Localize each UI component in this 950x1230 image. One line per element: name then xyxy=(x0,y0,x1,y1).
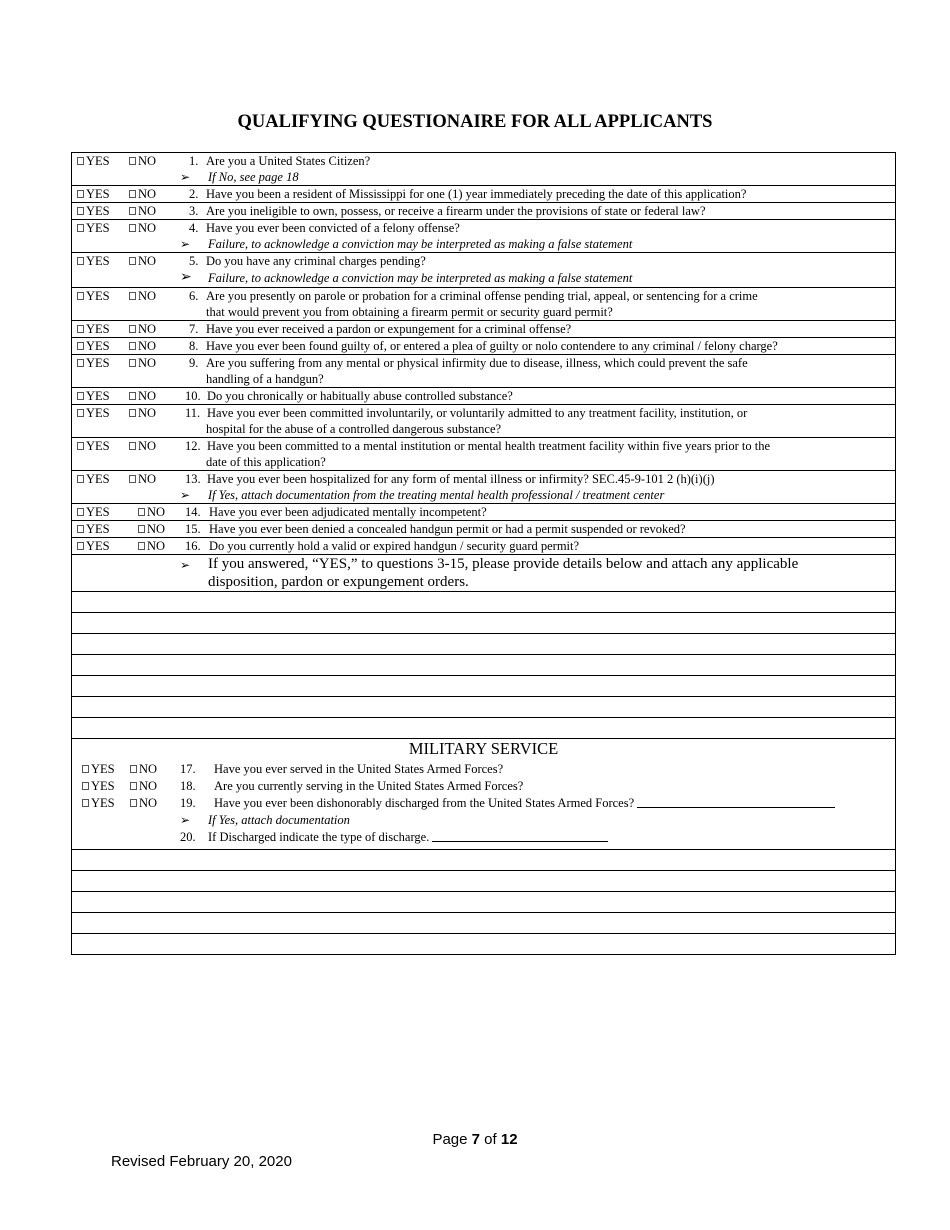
military-service-title: MILITARY SERVICE xyxy=(408,739,559,758)
yes-checkbox[interactable]: YES xyxy=(82,778,115,795)
question-text: Have you ever been adjudicated mentally incompetent? xyxy=(209,505,487,519)
yes-checkbox[interactable]: YES xyxy=(77,153,110,169)
no-checkbox[interactable]: NO xyxy=(138,504,165,520)
yes-no-group xyxy=(72,438,182,454)
question-row-12 xyxy=(72,438,895,471)
checkbox-icon[interactable] xyxy=(130,782,137,790)
military-question-19 xyxy=(72,795,895,812)
yes-no-group xyxy=(72,388,182,404)
question-number: 13. xyxy=(185,472,201,486)
question-note: If Yes, attach documentation xyxy=(208,813,350,827)
question-note: If No, see page 18 xyxy=(208,170,299,184)
no-checkbox[interactable]: NO xyxy=(129,186,156,202)
checkbox-icon[interactable] xyxy=(129,392,136,400)
question-number: 1. xyxy=(189,154,199,168)
question-text: Have you ever been found guilty of, or entered a plea of guilty or nolo contendere to any criminal / felony charge? xyxy=(206,339,778,353)
no-checkbox[interactable]: NO xyxy=(129,338,156,354)
answer-blank-line[interactable] xyxy=(637,795,835,808)
question-text: Have you ever been committed involuntarily, or voluntarily admitted to any treatment facility, institution, or xyxy=(207,406,748,420)
arrow-bullet-icon: ➢ xyxy=(180,237,191,251)
checkbox-icon[interactable] xyxy=(77,542,84,550)
question-row-8 xyxy=(72,338,895,355)
no-checkbox[interactable]: NO xyxy=(129,253,156,269)
question-row-14 xyxy=(72,504,895,521)
yes-checkbox[interactable]: YES xyxy=(77,321,110,337)
arrow-bullet-icon: ➢ xyxy=(180,488,191,502)
question-number: 4. xyxy=(189,221,199,235)
military-answer-line[interactable] xyxy=(72,871,895,892)
checkbox-icon[interactable] xyxy=(129,190,136,198)
yes-checkbox[interactable]: YES xyxy=(82,795,115,812)
page-title: QUALIFYING QUESTIONAIRE FOR ALL APPLICANTS xyxy=(237,112,713,132)
checkbox-icon[interactable] xyxy=(129,292,136,300)
question-text-continued: that would prevent you from obtaining a firearm permit or security guard permit? xyxy=(206,305,613,319)
question-text: Are you a United States Citizen? xyxy=(206,154,371,168)
checkbox-icon[interactable] xyxy=(129,442,136,450)
checkbox-icon[interactable] xyxy=(77,157,84,165)
question-number: 8. xyxy=(189,339,199,353)
no-checkbox[interactable]: NO xyxy=(129,388,156,404)
details-answer-line[interactable] xyxy=(72,655,895,676)
question-note: Failure, to acknowledge a conviction may be interpreted as making a false statement xyxy=(208,271,633,285)
question-number: 17. xyxy=(180,762,196,776)
yes-no-group xyxy=(72,521,182,537)
checkbox-icon[interactable] xyxy=(77,207,84,215)
details-answer-line[interactable] xyxy=(72,592,895,613)
checkbox-icon[interactable] xyxy=(77,442,84,450)
question-text: Do you currently hold a valid or expired handgun / security guard permit? xyxy=(209,539,580,553)
question-number: 15. xyxy=(185,522,201,536)
questionnaire-table xyxy=(71,152,896,955)
question-note: Failure, to acknowledge a conviction may be interpreted as making a false statement xyxy=(208,237,633,251)
checkbox-icon[interactable] xyxy=(130,799,137,807)
question-number: 18. xyxy=(180,779,196,793)
question-text: Have you been a resident of Mississippi for one (1) year immediately preceding the date of this application? xyxy=(206,187,747,201)
yes-checkbox[interactable]: YES xyxy=(77,504,110,520)
question-text: Have you ever been denied a concealed handgun permit or had a permit suspended or revoked? xyxy=(209,522,686,536)
no-checkbox[interactable]: NO xyxy=(129,471,156,487)
checkbox-icon[interactable] xyxy=(138,542,145,550)
revision-date: Revised February 20, 2020 xyxy=(111,1153,292,1170)
details-answer-line[interactable] xyxy=(72,676,895,697)
checkbox-icon[interactable] xyxy=(130,765,137,773)
question-row-7 xyxy=(72,321,895,338)
details-answer-line[interactable] xyxy=(72,613,895,634)
yes-no-group xyxy=(72,220,182,236)
question-row-6 xyxy=(72,288,895,321)
question-text: Have you ever served in the United States Armed Forces? xyxy=(214,762,504,776)
no-checkbox[interactable]: NO xyxy=(129,438,156,454)
question-number: 14. xyxy=(185,505,201,519)
checkbox-icon[interactable] xyxy=(77,392,84,400)
yes-checkbox[interactable]: YES xyxy=(77,538,110,554)
yes-no-group xyxy=(72,355,182,371)
checkbox-icon[interactable] xyxy=(77,224,84,232)
question-row-10 xyxy=(72,388,895,405)
checkbox-icon[interactable] xyxy=(129,325,136,333)
military-answer-line[interactable] xyxy=(72,934,895,954)
details-answer-line[interactable] xyxy=(72,634,895,655)
question-row-9 xyxy=(72,355,895,388)
no-checkbox[interactable]: NO xyxy=(129,203,156,219)
checkbox-icon[interactable] xyxy=(129,257,136,265)
question-text: Are you currently serving in the United States Armed Forces? xyxy=(214,779,524,793)
checkbox-icon[interactable] xyxy=(77,257,84,265)
details-answer-line[interactable] xyxy=(72,697,895,718)
yes-no-group xyxy=(72,203,182,219)
no-checkbox[interactable]: NO xyxy=(129,405,156,421)
no-checkbox[interactable]: NO xyxy=(129,220,156,236)
question-text: Have you ever been dishonorably discharged from the United States Armed Forces? xyxy=(214,795,835,812)
no-checkbox[interactable]: NO xyxy=(129,355,156,371)
question-text: Have you ever received a pardon or expungement for a criminal offense? xyxy=(206,322,572,336)
question-text: Are you ineligible to own, possess, or receive a firearm under the provisions of state or federal law? xyxy=(206,204,706,218)
checkbox-icon[interactable] xyxy=(77,475,84,483)
details-note-line1: If you answered, “YES,” to questions 3-15, please provide details below and attach any applicable xyxy=(208,556,799,572)
yes-checkbox[interactable]: YES xyxy=(77,388,110,404)
question-text: Do you chronically or habitually abuse controlled substance? xyxy=(207,389,513,403)
question-row-15 xyxy=(72,521,895,538)
question-text: Do you have any criminal charges pending? xyxy=(206,254,426,268)
checkbox-icon[interactable] xyxy=(82,799,89,807)
question-number: 12. xyxy=(185,439,201,453)
military-question-18 xyxy=(72,778,895,795)
checkbox-icon[interactable] xyxy=(82,765,89,773)
yes-checkbox[interactable]: YES xyxy=(77,471,110,487)
question-number: 20. xyxy=(180,830,196,844)
no-checkbox[interactable]: NO xyxy=(130,778,157,795)
details-answer-line[interactable] xyxy=(72,718,895,739)
yes-checkbox[interactable]: YES xyxy=(77,203,110,219)
question-row-3 xyxy=(72,203,895,220)
yes-no-group xyxy=(72,471,182,487)
no-checkbox[interactable]: NO xyxy=(129,288,156,304)
yes-no-group xyxy=(72,288,182,304)
checkbox-icon[interactable] xyxy=(77,190,84,198)
details-note-row xyxy=(72,555,895,592)
checkbox-icon[interactable] xyxy=(129,224,136,232)
yes-checkbox[interactable]: YES xyxy=(77,288,110,304)
question-text: Have you ever been convicted of a felony offense? xyxy=(206,221,460,235)
military-answer-line[interactable] xyxy=(72,892,895,913)
question-text-continued: handling of a handgun? xyxy=(206,372,324,386)
yes-no-group xyxy=(72,321,182,337)
yes-no-group xyxy=(72,338,182,354)
question-number: 11. xyxy=(185,406,201,420)
yes-checkbox[interactable]: YES xyxy=(77,438,110,454)
question-number: 6. xyxy=(189,289,199,303)
no-checkbox[interactable]: NO xyxy=(138,538,165,554)
arrow-bullet-icon: ➢ xyxy=(180,170,191,184)
military-question-17 xyxy=(72,761,895,778)
question-text: If Discharged indicate the type of discharge. xyxy=(208,829,608,846)
question-number: 3. xyxy=(189,204,199,218)
yes-checkbox[interactable]: YES xyxy=(77,405,110,421)
military-answer-line[interactable] xyxy=(72,850,895,871)
checkbox-icon[interactable] xyxy=(77,325,84,333)
question-row-5 xyxy=(72,253,895,288)
military-note-row xyxy=(72,812,895,829)
checkbox-icon[interactable] xyxy=(138,525,145,533)
yes-checkbox[interactable]: YES xyxy=(77,220,110,236)
question-note: If Yes, attach documentation from the treating mental health professional / treatment center xyxy=(208,488,665,502)
details-note-line2: disposition, pardon or expungement orders. xyxy=(208,574,469,590)
checkbox-icon[interactable] xyxy=(82,782,89,790)
question-text: Have you ever been hospitalized for any form of mental illness or infirmity? SEC.45-9-101 2 (h)(i)(j) xyxy=(207,472,715,486)
question-row-11 xyxy=(72,405,895,438)
question-text-continued: hospital for the abuse of a controlled dangerous substance? xyxy=(206,422,502,436)
checkbox-icon[interactable] xyxy=(129,157,136,165)
no-checkbox[interactable]: NO xyxy=(130,761,157,778)
no-checkbox[interactable]: NO xyxy=(129,321,156,337)
page-number: Page 7 of 12 xyxy=(432,1131,518,1148)
checkbox-icon[interactable] xyxy=(129,359,136,367)
answer-blank-line[interactable] xyxy=(432,829,608,842)
yes-checkbox[interactable]: YES xyxy=(77,253,110,269)
question-number: 16. xyxy=(185,539,201,553)
checkbox-icon[interactable] xyxy=(138,508,145,516)
yes-no-group xyxy=(72,253,182,269)
question-row-13 xyxy=(72,471,895,504)
question-number: 2. xyxy=(189,187,199,201)
yes-checkbox[interactable]: YES xyxy=(82,761,115,778)
yes-no-group xyxy=(72,538,182,554)
checkbox-icon[interactable] xyxy=(129,207,136,215)
question-text: Have you been committed to a mental institution or mental health treatment facility within five years prior to the xyxy=(207,439,771,453)
question-text: Are you presently on parole or probation for a criminal offense pending trial, appeal, or sentencing for a crime xyxy=(206,289,758,303)
arrow-bullet-icon: ➢ xyxy=(180,558,191,572)
yes-no-group xyxy=(72,405,182,421)
question-row-1 xyxy=(72,153,895,186)
no-checkbox[interactable]: NO xyxy=(138,521,165,537)
no-checkbox[interactable]: NO xyxy=(130,795,157,812)
military-question-20 xyxy=(72,829,895,849)
checkbox-icon[interactable] xyxy=(77,342,84,350)
question-row-4 xyxy=(72,220,895,253)
question-text-continued: date of this application? xyxy=(206,455,326,469)
yes-no-group xyxy=(72,186,182,202)
checkbox-icon[interactable] xyxy=(129,342,136,350)
no-checkbox[interactable]: NO xyxy=(129,153,156,169)
checkbox-icon[interactable] xyxy=(129,475,136,483)
arrow-bullet-icon: ➢ xyxy=(180,270,192,285)
yes-checkbox[interactable]: YES xyxy=(77,186,110,202)
yes-checkbox[interactable]: YES xyxy=(77,338,110,354)
checkbox-icon[interactable] xyxy=(77,508,84,516)
checkbox-icon[interactable] xyxy=(77,292,84,300)
question-row-2 xyxy=(72,186,895,203)
question-number: 10. xyxy=(185,389,201,403)
yes-no-group xyxy=(72,153,182,169)
checkbox-icon[interactable] xyxy=(77,359,84,367)
yes-checkbox[interactable]: YES xyxy=(77,521,110,537)
military-answer-line[interactable] xyxy=(72,913,895,934)
question-number: 19. xyxy=(180,796,196,810)
yes-checkbox[interactable]: YES xyxy=(77,355,110,371)
question-number: 7. xyxy=(189,322,199,336)
question-number: 5. xyxy=(189,254,199,268)
checkbox-icon[interactable] xyxy=(129,409,136,417)
arrow-bullet-icon: ➢ xyxy=(180,813,191,827)
military-service-section xyxy=(72,739,895,850)
question-text: Are you suffering from any mental or physical infirmity due to disease, illness, which could prevent the safe xyxy=(206,356,748,370)
checkbox-icon[interactable] xyxy=(77,525,84,533)
question-row-16 xyxy=(72,538,895,555)
checkbox-icon[interactable] xyxy=(77,409,84,417)
question-number: 9. xyxy=(189,356,199,370)
yes-no-group xyxy=(72,504,182,520)
